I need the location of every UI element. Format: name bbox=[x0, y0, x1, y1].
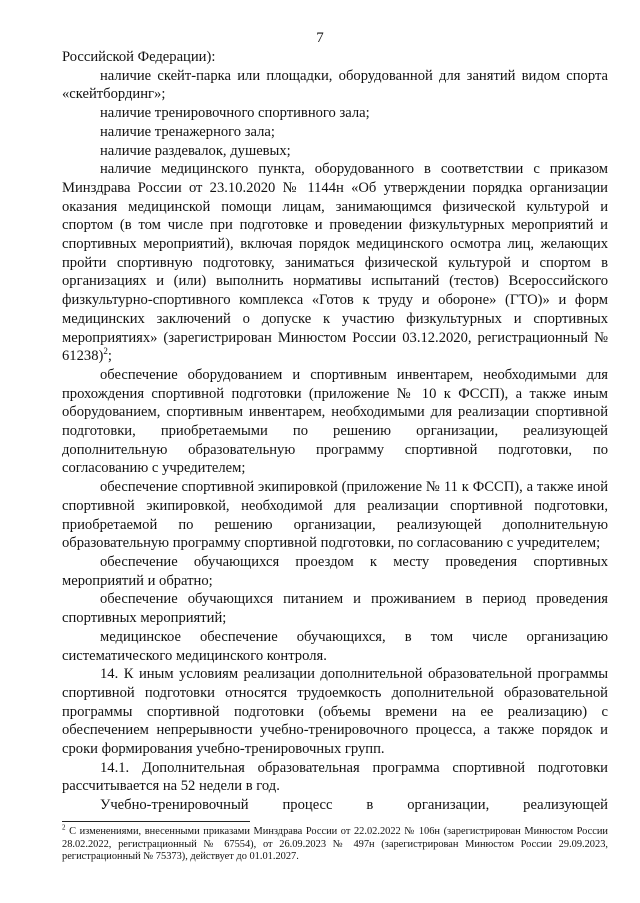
paragraph-text: наличие медицинского пункта, оборудованного в соответствии с приказом Минздрава России от 23.10.2020 № 1144н «Об утверждении порядка организации оказания медицинской помощи лицам, занимающимся физической культурой и спортом (в том числе при подготовке и проведении физкультурных мероприятий и спортивных мероприятий), включая порядок медицинского осмотра лиц, желающих пройти спортивную подготовку, заниматься физической культурой и спортом в организациях и (или) выполнить нормативы испытаний (тестов) Всероссийского физкультурно-спортивного комплекса «Готов к труду и обороне» (ГТО)» и форм медицинских заключений о допуске к участию физкультурных и спортивных мероприятиях» (зарегистрирован Минюстом России 03.12.2020, регистрационный № 61238) bbox=[62, 161, 608, 365]
paragraph-punctuation: ; bbox=[107, 348, 112, 365]
paragraph: Учебно-тренировочный процесс в организации, реализующей bbox=[100, 797, 608, 814]
paragraph: обеспечение обучающихся питанием и проживанием в период проведения спортивных мероприятий; bbox=[62, 591, 608, 627]
footnote-separator bbox=[62, 821, 250, 822]
footnote-marker: 2 bbox=[62, 823, 66, 832]
paragraph: 14. К иным условиям реализации дополнительной образовательной программы спортивной подготовки относятся трудоемкость дополнительной образовательной программы спортивной подготовки (объемы времени на ее реализацию) с обеспечением непрерывности учебно-тренировочного процесса, а также порядок и сроки формирования учебно-тренировочных групп. bbox=[62, 666, 608, 758]
footnote-reference: 2 bbox=[103, 346, 108, 357]
paragraph: 14.1. Дополнительная образовательная программа спортивной подготовки рассчитывается на 52 недели в год. bbox=[62, 759, 608, 795]
paragraph: медицинское обеспечение обучающихся, в том числе организацию систематического медицинского контроля. bbox=[62, 628, 608, 664]
paragraph: наличие раздевалок, душевых; bbox=[100, 142, 291, 159]
footnote bbox=[62, 823, 608, 864]
footnote-text: С изменениями, внесенными приказами Минздрава России от 22.02.2022 № 106н (зарегистрирован Минюстом России 28.02.2022, регистрационный № 67554), от 26.09.2023 № 497н (зарегистрирован Минюстом России 29.09.2023, регистрационный № 75373), действует до 01.01.2027. bbox=[62, 826, 608, 863]
paragraph: наличие тренировочного спортивного зала; bbox=[100, 105, 370, 122]
page-number: 7 bbox=[316, 30, 324, 46]
body-text bbox=[62, 48, 608, 815]
paragraph: обеспечение спортивной экипировкой (приложение № 11 к ФССП), а также иной спортивной экипировкой, необходимой для реализации спортивной подготовки, приобретаемой по решению организации, реализующей дополнительную образовательную программу спортивной подготовки, по согласованию с учредителем; bbox=[62, 479, 608, 552]
paragraph: обеспечение обучающихся проездом к месту проведения спортивных мероприятий и обратно; bbox=[62, 553, 608, 589]
paragraph: Российской Федерации): bbox=[62, 49, 216, 65]
paragraph-with-footnote bbox=[62, 160, 608, 366]
paragraph: наличие тренажерного зала; bbox=[100, 123, 275, 140]
paragraph: наличие скейт-парка или площадки, оборудованной для занятий видом спорта «скейтбординг»; bbox=[62, 67, 608, 103]
paragraph: обеспечение оборудованием и спортивным инвентарем, необходимыми для прохождения спортивной подготовки (приложение № 10 к ФССП), а также иным оборудованием, спортивным инвентарем, необходимыми для реализации спортивной подготовки, приобретаемыми по решению организации, реализующей дополнительную образовательную программу спортивной подготовки, по согласованию с учредителем; bbox=[62, 366, 608, 477]
